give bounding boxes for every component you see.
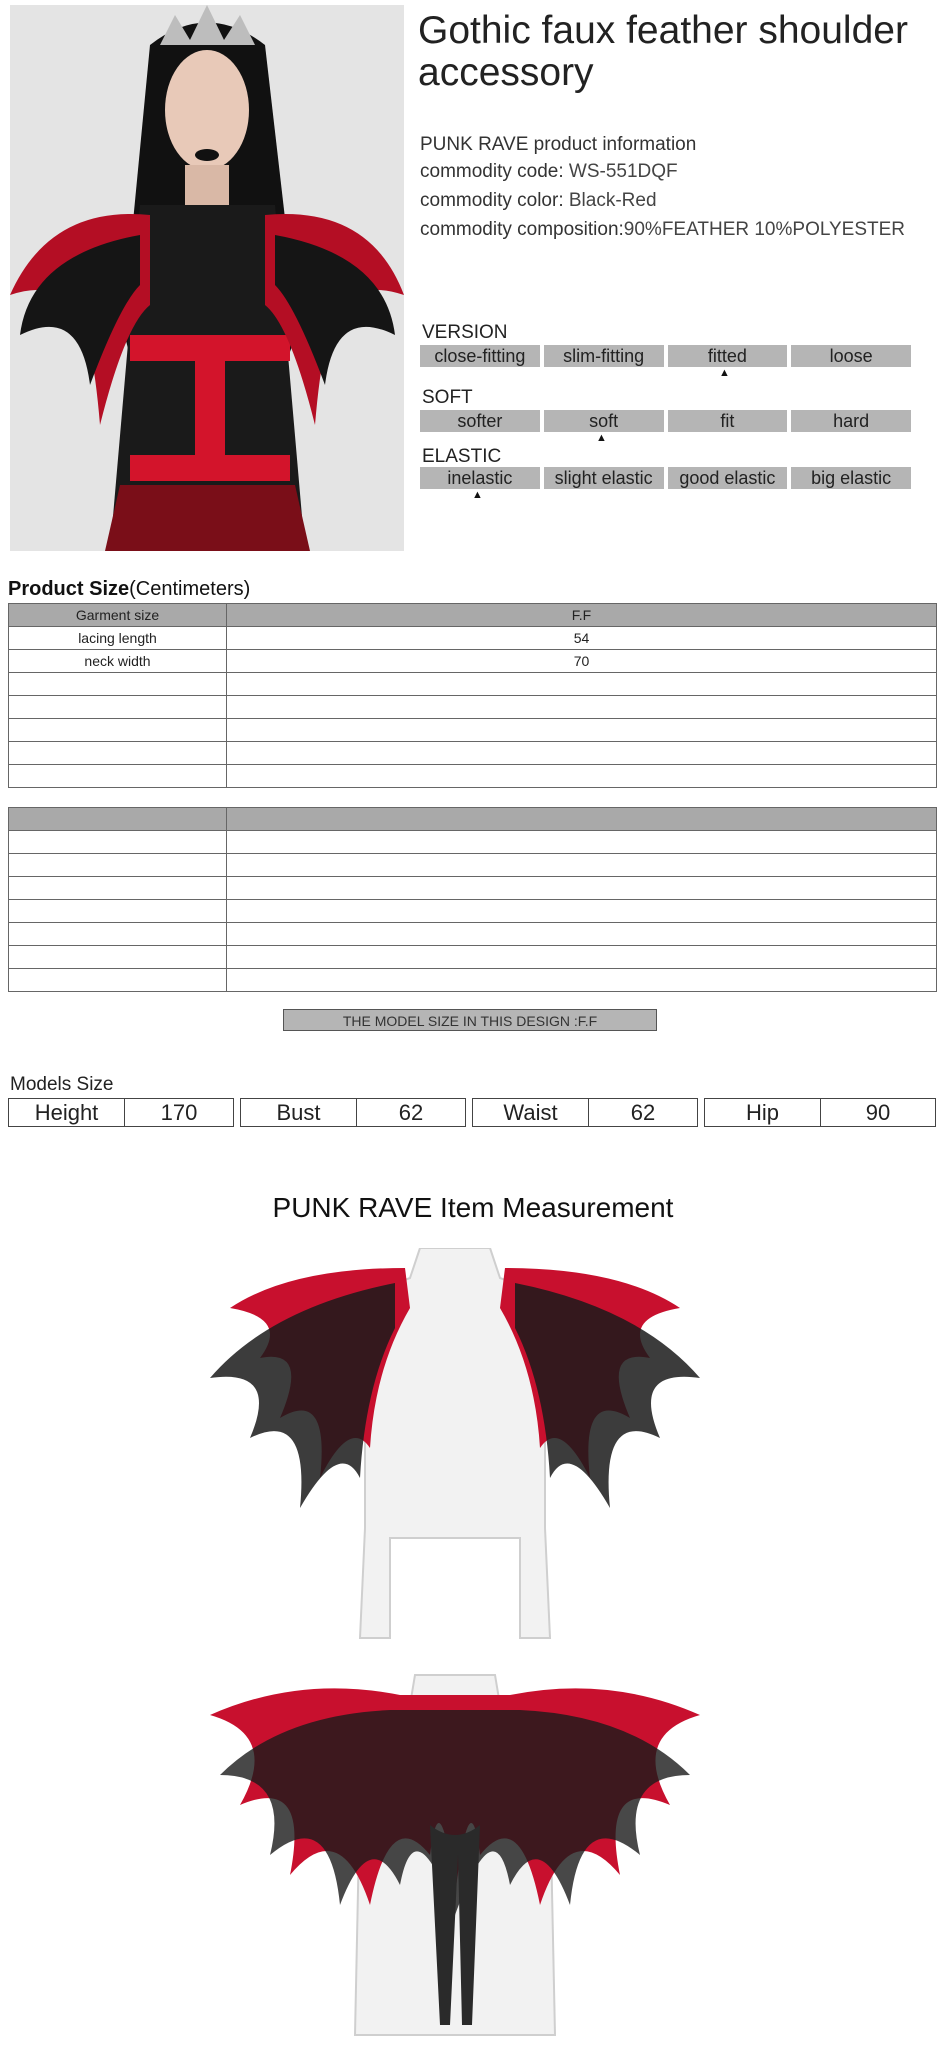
version-option: close-fitting	[420, 345, 540, 367]
table-cell	[227, 854, 937, 877]
elastic-title: ELASTIC	[422, 446, 502, 467]
elastic-option: slight elastic	[544, 467, 664, 489]
elastic-option: big elastic	[791, 467, 911, 489]
table-row	[9, 742, 937, 765]
commodity-code-label: commodity code:	[420, 161, 569, 182]
table-cell	[227, 696, 937, 719]
product-size-heading-unit: (Centimeters)	[129, 578, 251, 600]
product-front-photo	[200, 1248, 710, 1648]
product-back-photo	[200, 1655, 710, 2040]
version-selected-marker-icon: ▲	[719, 367, 730, 379]
table-cell	[9, 946, 227, 969]
elastic-selected-marker-icon: ▲	[472, 489, 483, 501]
version-scale	[420, 345, 911, 367]
soft-option: fit	[668, 410, 788, 432]
model-height-box	[8, 1098, 234, 1127]
model-waist-label: Waist	[473, 1099, 589, 1126]
soft-title: SOFT	[422, 387, 473, 408]
table-cell	[9, 719, 227, 742]
model-waist-box	[472, 1098, 698, 1127]
table-cell	[9, 923, 227, 946]
table-cell	[9, 969, 227, 992]
soft-selected-marker-icon: ▲	[596, 432, 607, 444]
table-row	[9, 946, 937, 969]
table-cell: 54	[227, 627, 937, 650]
table-cell: neck width	[9, 650, 227, 673]
table-cell: lacing length	[9, 627, 227, 650]
commodity-color-label: commodity color:	[420, 190, 569, 211]
table-cell	[9, 900, 227, 923]
table-cell	[227, 719, 937, 742]
table-header-row	[9, 604, 937, 627]
brand-info-line: PUNK RAVE product information	[420, 134, 697, 155]
table-cell	[9, 673, 227, 696]
model-bust-box	[240, 1098, 466, 1127]
product-title: Gothic faux feather shoulder accessory	[418, 9, 908, 94]
table-cell	[227, 877, 937, 900]
commodity-color	[420, 190, 657, 212]
table-row	[9, 650, 937, 673]
table-cell	[227, 900, 937, 923]
elastic-option-selected: inelastic	[420, 467, 540, 489]
table-row	[9, 696, 937, 719]
commodity-composition-label: commodity composition:	[420, 219, 624, 240]
model-bust-label: Bust	[241, 1099, 357, 1126]
model-photo	[10, 5, 404, 551]
model-waist-value: 62	[630, 1100, 656, 1125]
table-row	[9, 673, 937, 696]
table-cell	[227, 946, 937, 969]
table-cell	[227, 673, 937, 696]
empty-size-table	[8, 807, 937, 992]
model-size-design-banner: THE MODEL SIZE IN THIS DESIGN :F.F	[283, 1009, 657, 1031]
table-header-cell: F.F	[227, 604, 937, 627]
table-cell	[9, 765, 227, 788]
table-header-cell	[227, 808, 937, 831]
version-option: slim-fitting	[544, 345, 664, 367]
commodity-composition-value: 90%FEATHER 10%POLYESTER	[623, 219, 906, 240]
version-title: VERSION	[422, 322, 508, 343]
soft-scale	[420, 410, 911, 432]
table-header-cell	[9, 808, 227, 831]
product-size-heading	[8, 578, 250, 601]
product-size-heading-bold: Product Size	[8, 578, 130, 600]
table-cell	[9, 854, 227, 877]
table-cell	[9, 696, 227, 719]
commodity-composition	[420, 219, 905, 241]
table-cell	[227, 765, 937, 788]
model-height-value: 170	[160, 1100, 198, 1125]
table-cell	[9, 877, 227, 900]
product-size-table	[8, 603, 937, 788]
model-bust-value: 62	[398, 1100, 424, 1125]
measurement-title: PUNK RAVE Item Measurement	[272, 1192, 674, 1223]
table-row	[9, 877, 937, 900]
table-header-cell: Garment size	[9, 604, 227, 627]
table-row	[9, 831, 937, 854]
table-row	[9, 765, 937, 788]
table-row	[9, 923, 937, 946]
table-cell	[227, 969, 937, 992]
table-row	[9, 969, 937, 992]
elastic-scale	[420, 467, 911, 489]
commodity-color-value: Black-Red	[568, 190, 657, 211]
table-header-row	[9, 808, 937, 831]
model-hip-box	[704, 1098, 936, 1127]
model-hip-value: 90	[865, 1100, 891, 1125]
table-row	[9, 854, 937, 877]
table-row	[9, 719, 937, 742]
soft-option: hard	[791, 410, 911, 432]
table-row	[9, 900, 937, 923]
table-cell	[227, 923, 937, 946]
table-row	[9, 627, 937, 650]
model-hip-label: Hip	[705, 1099, 821, 1126]
table-cell	[227, 831, 937, 854]
model-height-label: Height	[9, 1099, 125, 1126]
table-cell: 70	[227, 650, 937, 673]
models-size-heading: Models Size	[10, 1074, 114, 1095]
elastic-option: good elastic	[668, 467, 788, 489]
version-option-selected: fitted	[668, 345, 788, 367]
version-option: loose	[791, 345, 911, 367]
table-cell	[9, 742, 227, 765]
table-cell	[9, 831, 227, 854]
soft-option: softer	[420, 410, 540, 432]
table-cell	[227, 742, 937, 765]
commodity-code-value: WS-551DQF	[568, 161, 678, 182]
commodity-code	[420, 161, 678, 183]
soft-option-selected: soft	[544, 410, 664, 432]
